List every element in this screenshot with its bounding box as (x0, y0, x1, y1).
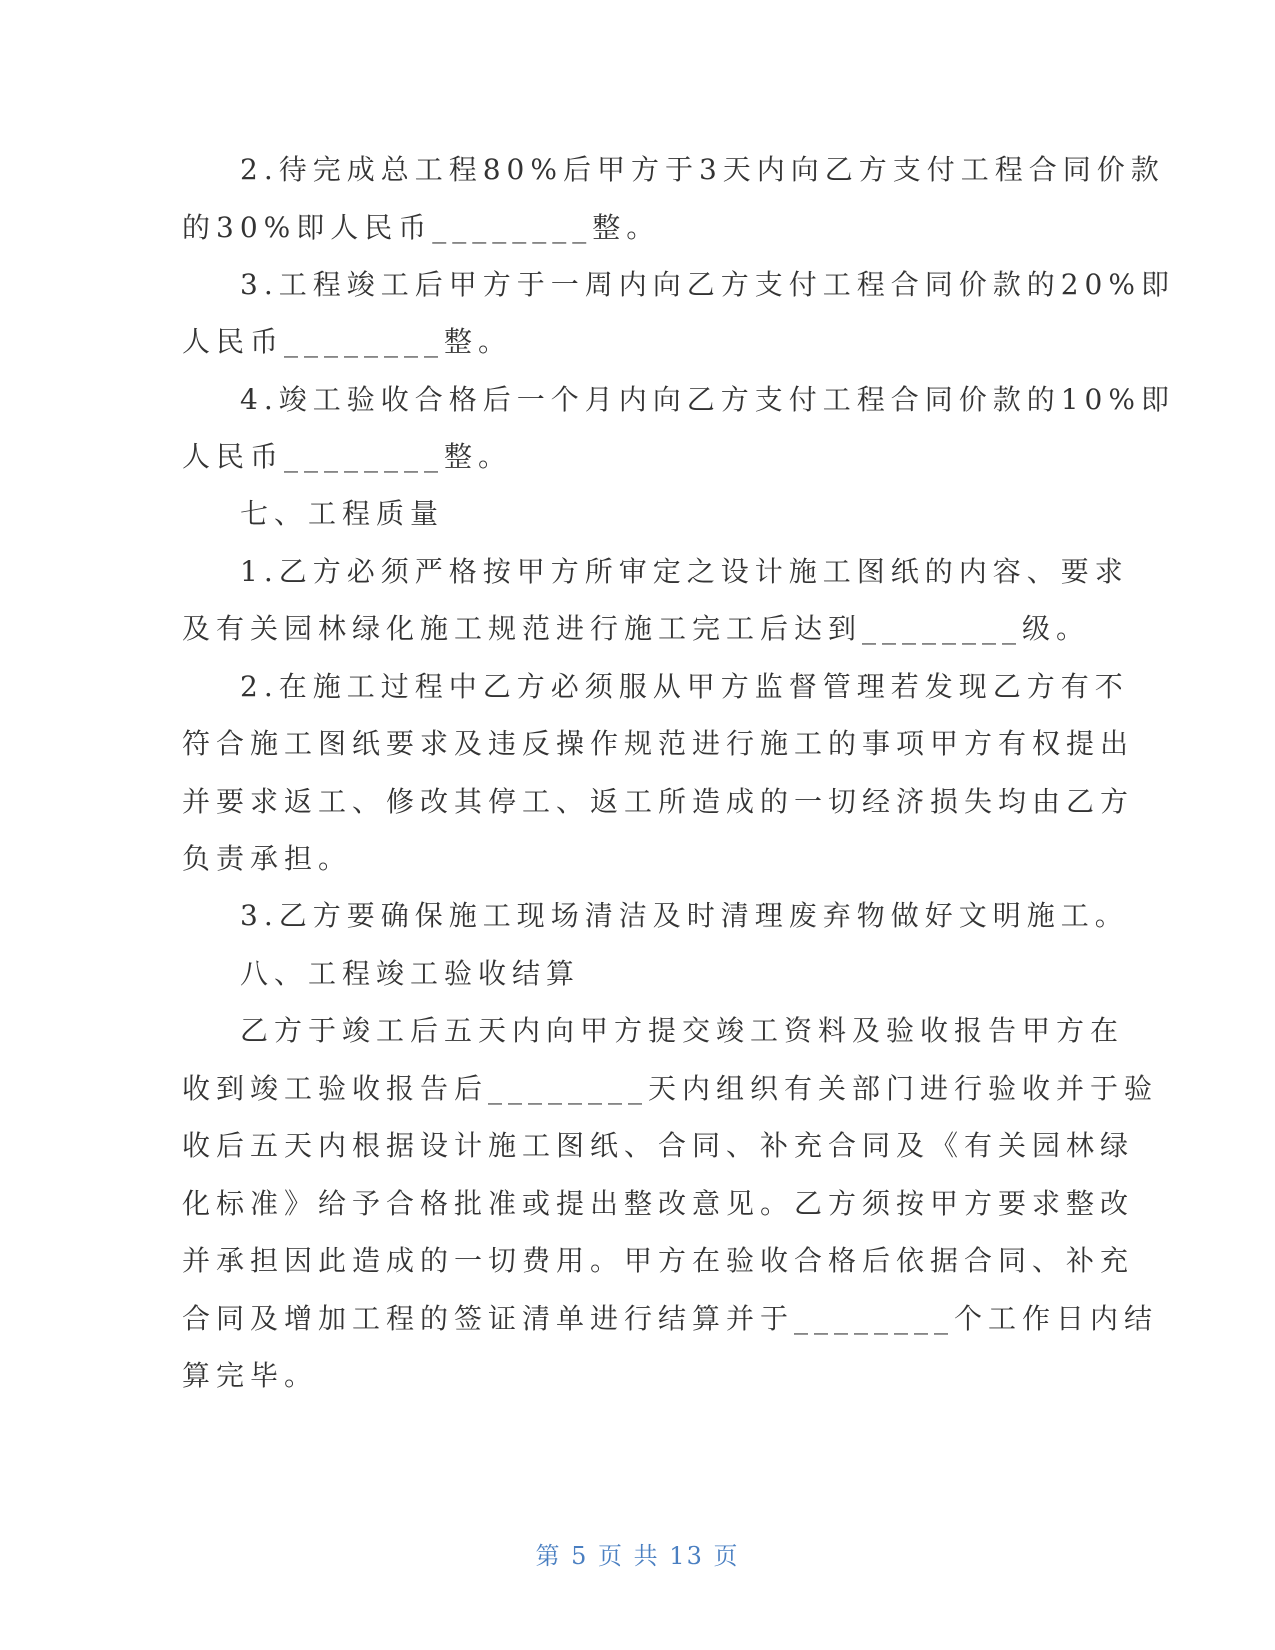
paragraph-line: 3.工程竣工后甲方于一周内向乙方支付工程合同价款的20%即 (240, 268, 1175, 301)
paragraph-line: 算完毕。 (182, 1359, 319, 1392)
paragraph-line: 化标准》给予合格批准或提出整改意见。乙方须按甲方要求整改 (182, 1187, 1135, 1220)
paragraph-line: 的30%即人民币________整。 (182, 211, 661, 244)
paragraph-line: 4.竣工验收合格后一个月内向乙方支付工程合同价款的10%即 (240, 383, 1175, 416)
paragraph-line: 合同及增加工程的签证清单进行结算并于________个工作日内结 (182, 1302, 1159, 1335)
section-heading: 七、工程质量 (240, 497, 445, 530)
paragraph-line: 收后五天内根据设计施工图纸、合同、补充合同及《有关园林绿 (182, 1129, 1135, 1162)
paragraph-line: 人民币________整。 (182, 325, 513, 358)
section-heading: 八、工程竣工验收结算 (240, 957, 581, 990)
paragraph-line: 人民币________整。 (182, 440, 513, 473)
paragraph-line: 及有关园林绿化施工规范进行施工完工后达到________级。 (182, 612, 1091, 645)
paragraph-line: 3.乙方要确保施工现场清洁及时清理废弃物做好文明施工。 (240, 899, 1129, 932)
paragraph-line: 负责承担。 (182, 842, 353, 875)
paragraph-line: 1.乙方必须严格按甲方所审定之设计施工图纸的内容、要求 (240, 555, 1129, 588)
paragraph-line: 乙方于竣工后五天内向甲方提交竣工资料及验收报告甲方在 (240, 1014, 1125, 1047)
paragraph-line: 2.在施工过程中乙方必须服从甲方监督管理若发现乙方有不 (240, 670, 1129, 703)
paragraph-line: 2.待完成总工程80%后甲方于3天内向乙方支付工程合同价款 (240, 153, 1165, 186)
paragraph-line: 符合施工图纸要求及违反操作规范进行施工的事项甲方有权提出 (182, 727, 1135, 760)
page-number-footer: 第 5 页 共 13 页 (535, 1542, 740, 1570)
paragraph-line: 并要求返工、修改其停工、返工所造成的一切经济损失均由乙方 (182, 785, 1135, 818)
paragraph-line: 并承担因此造成的一切费用。甲方在验收合格后依据合同、补充 (182, 1244, 1135, 1277)
paragraph-line: 收到竣工验收报告后________天内组织有关部门进行验收并于验 (182, 1072, 1159, 1105)
